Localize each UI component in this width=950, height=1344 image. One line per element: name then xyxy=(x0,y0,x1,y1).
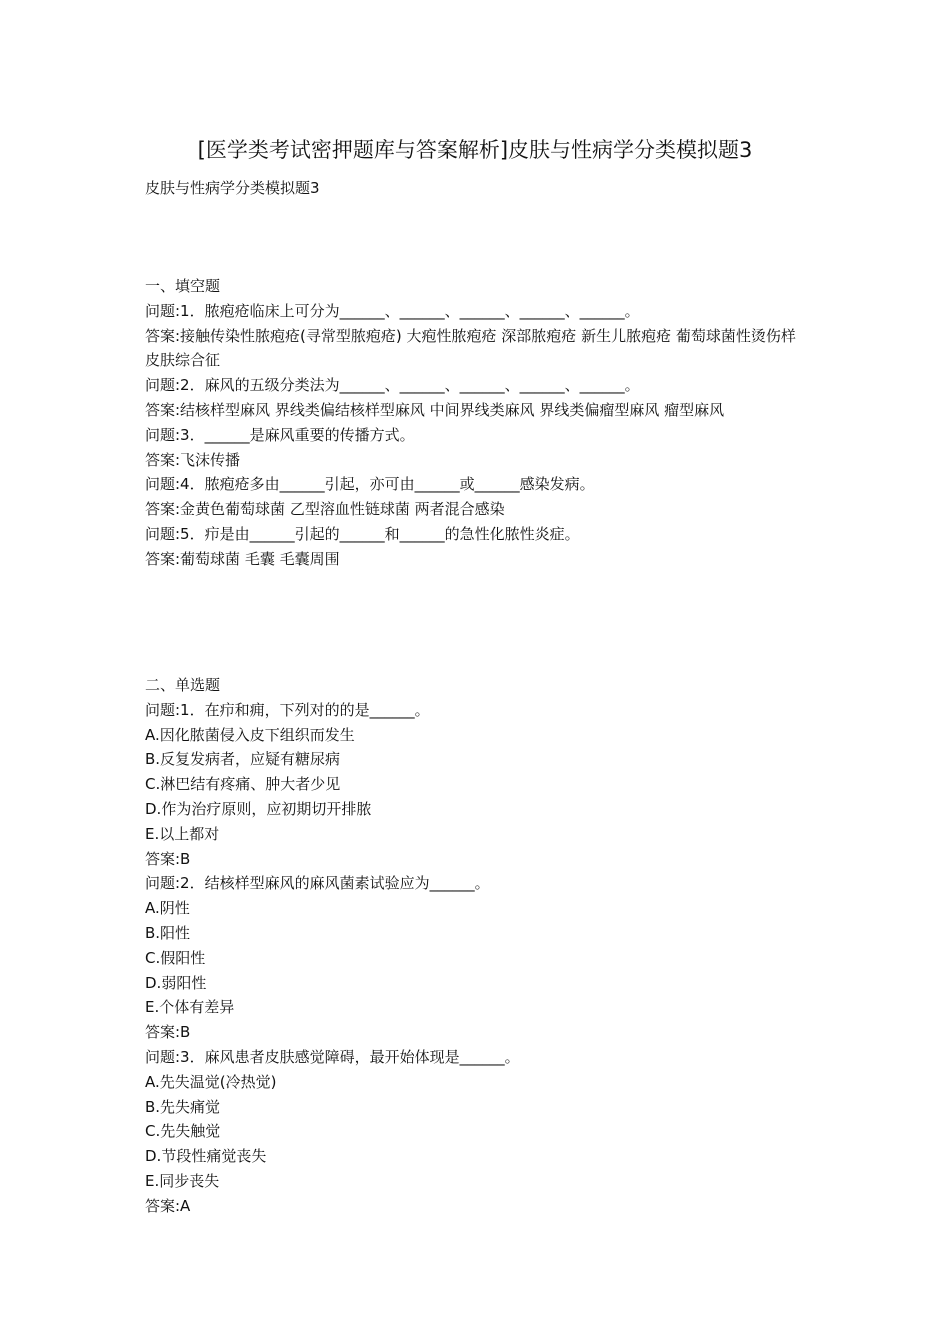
document-title: [医学类考试密押题库与答案解析]皮肤与性病学分类模拟题3 xyxy=(197,138,753,162)
question-text: 问题:1．在疖和痈，下列对的的是______。 xyxy=(145,700,430,719)
question-text: 问题:5．疖是由______引起的______和______的急性化脓性炎症。 xyxy=(145,524,580,543)
question-text: 问题:4．脓疱疮多由______引起，亦可由______或______感染发病。 xyxy=(145,475,595,494)
answer-text: 答案:结核样型麻风 界线类偏结核样型麻风 中间界线类麻风 界线类偏瘤型麻风 瘤型麻风 xyxy=(145,400,725,419)
question-text: 问题:2．麻风的五级分类法为______、______、______、______、______。 xyxy=(145,376,640,395)
section-single-choice xyxy=(145,673,810,1219)
option-e: E.个体有差异 xyxy=(145,998,235,1017)
option-c: C.淋巴结有疼痛、肿大者少见 xyxy=(145,775,341,794)
option-d: D.节段性痛觉丧失 xyxy=(145,1147,267,1166)
answer-text: 答案:葡萄球菌 毛囊 毛囊周围 xyxy=(145,549,340,568)
option-e: E.同步丧失 xyxy=(145,1171,220,1190)
question-text: 问题:3．麻风患者皮肤感觉障碍，最开始体现是______。 xyxy=(145,1047,520,1066)
option-b: B.反复发病者，应疑有糖尿病 xyxy=(145,750,341,769)
document-subtitle: 皮肤与性病学分类模拟题3 xyxy=(145,179,320,197)
option-d: D.弱阳性 xyxy=(145,973,207,992)
answer-text: 答案:飞沫传播 xyxy=(145,450,241,469)
option-a: A.先失温觉(冷热觉) xyxy=(145,1072,277,1091)
option-d: D.作为治疗原则，应初期切开排脓 xyxy=(145,799,372,818)
option-c: C.假阳性 xyxy=(145,948,206,967)
question-text: 问题:3．______是麻风重要的传播方式。 xyxy=(145,425,415,444)
answer-text: 答案:接触传染性脓疱疮(寻常型脓疱疮) 大疱性脓疱疮 深部脓疱疮 新生儿脓疱疮 葡萄球菌性烫伤样皮肤综合征 xyxy=(145,326,796,370)
answer-text: 答案:B xyxy=(145,849,191,868)
option-e: E.以上都对 xyxy=(145,824,220,843)
question-text: 问题:2．结核样型麻风的麻风菌素试验应为______。 xyxy=(145,874,490,893)
option-a: A.阴性 xyxy=(145,899,190,918)
option-c: C.先失触觉 xyxy=(145,1122,221,1141)
answer-text: 答案:金黄色葡萄球菌 乙型溶血性链球菌 两者混合感染 xyxy=(145,500,505,519)
section-fill-in-blank xyxy=(145,274,810,572)
question-text: 问题:1．脓疱疮临床上可分为______、______、______、______、______。 xyxy=(145,301,640,320)
option-b: B.先失痛觉 xyxy=(145,1097,221,1116)
answer-text: 答案:A xyxy=(145,1196,191,1215)
option-b: B.阳性 xyxy=(145,923,191,942)
option-a: A.因化脓菌侵入皮下组织而发生 xyxy=(145,725,355,744)
answer-text: 答案:B xyxy=(145,1023,191,1042)
section-heading: 一、填空题 xyxy=(145,277,221,295)
section-heading: 二、单选题 xyxy=(145,676,221,694)
